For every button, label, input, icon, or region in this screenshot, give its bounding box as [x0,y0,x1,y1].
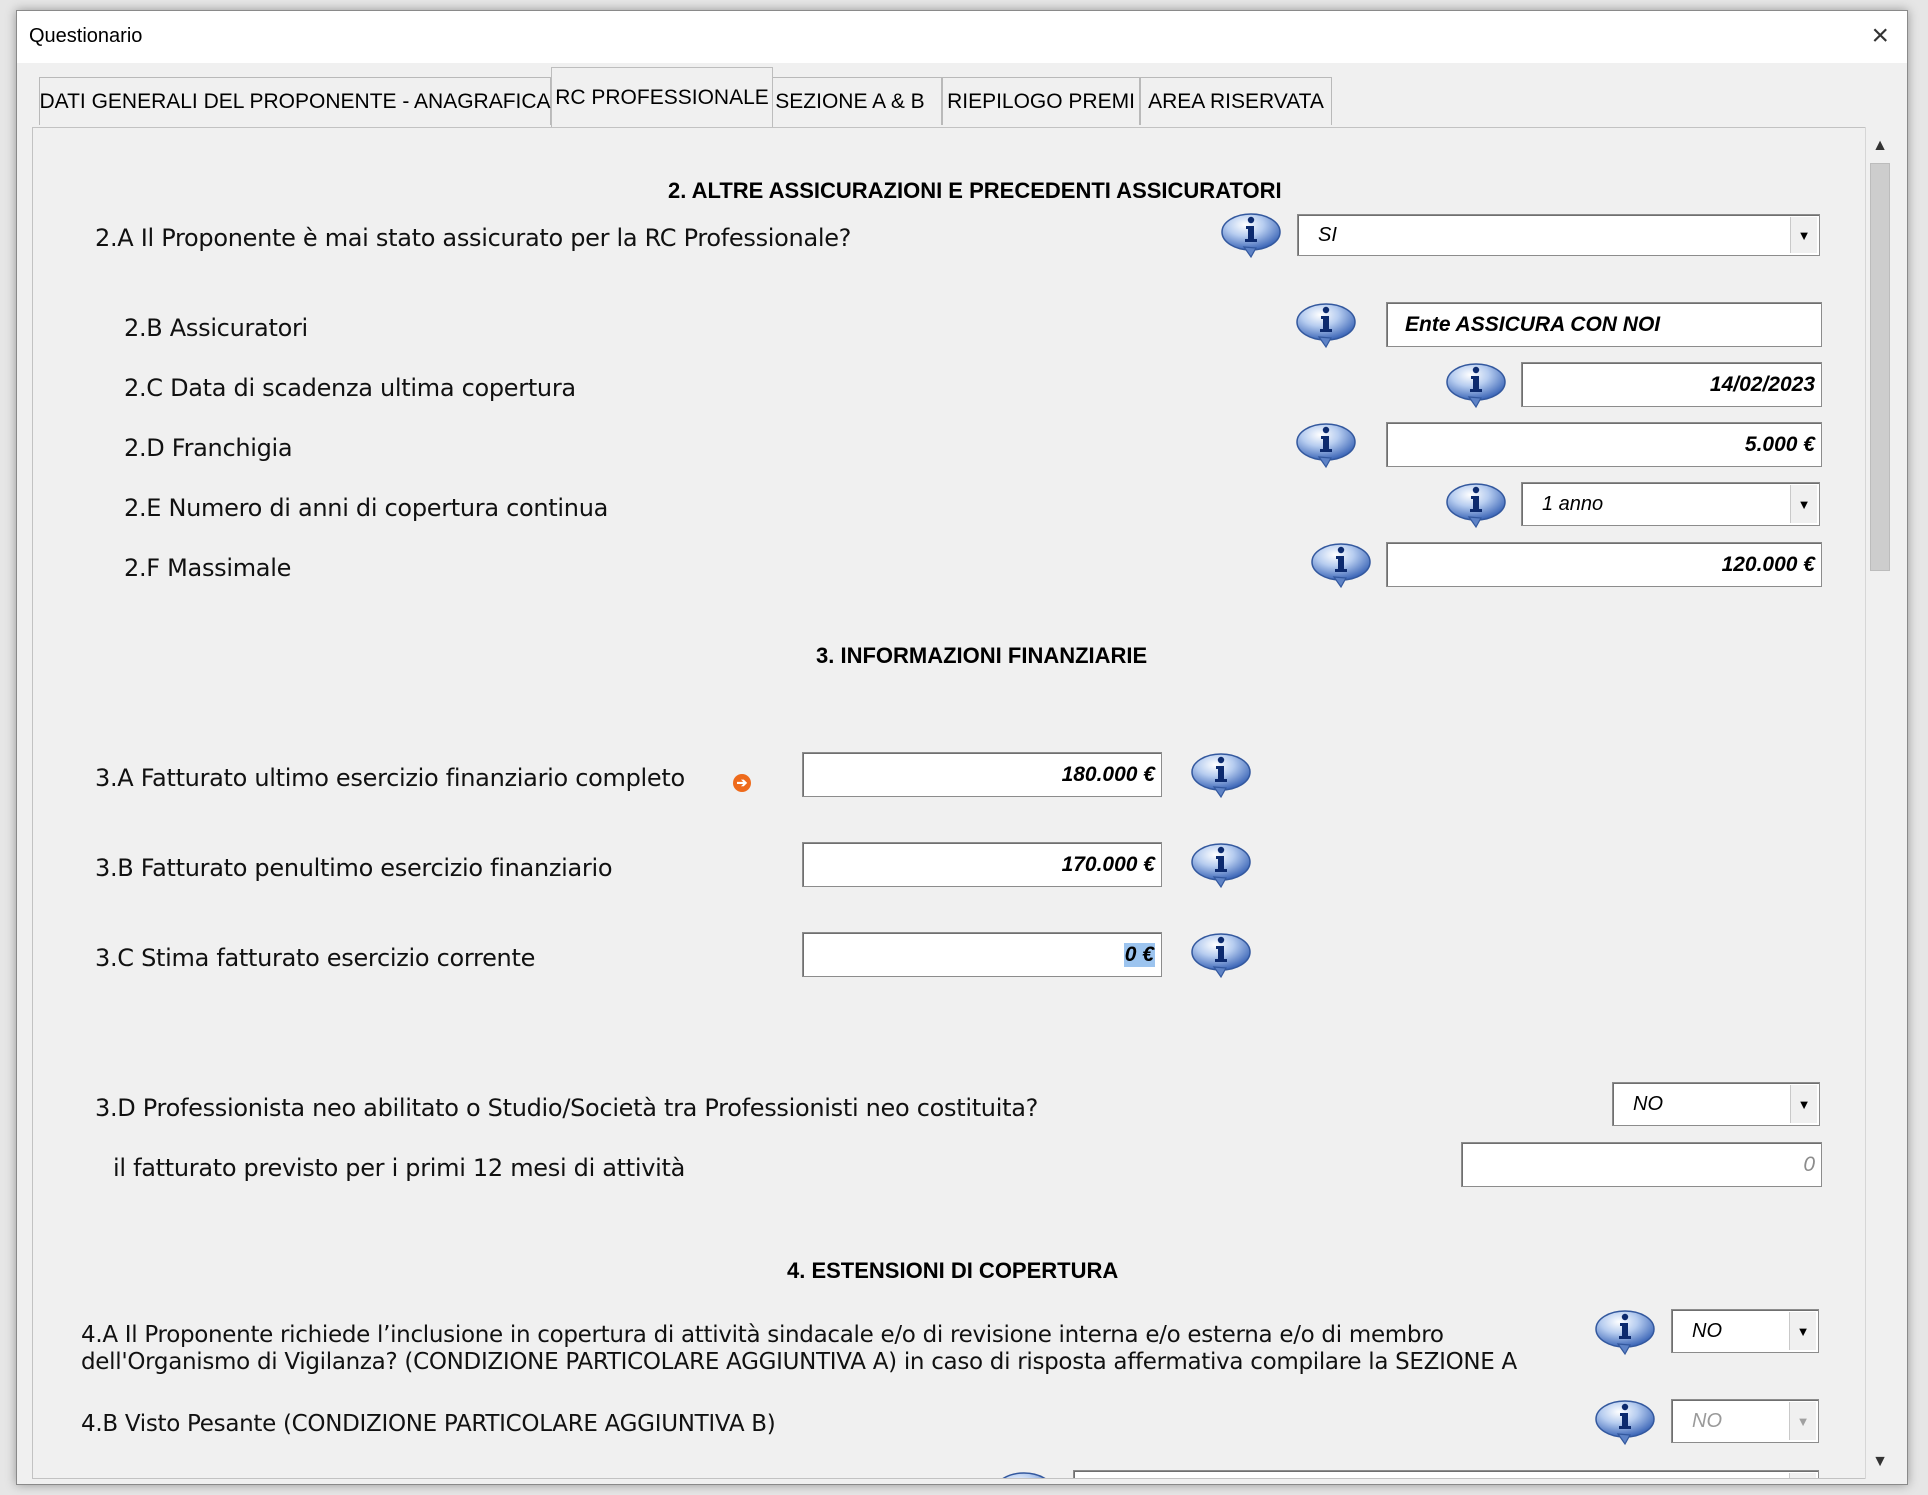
revenue-last-year-field[interactable]: 180.000 € [802,752,1162,797]
section-4-heading: 4. ESTENSIONI DI COPERTURA [787,1258,1119,1283]
info-icon[interactable] [993,1470,1055,1479]
scroll-down-icon[interactable]: ▼ [1872,1453,1888,1470]
info-icon[interactable] [1295,421,1357,469]
revenue-previous-year-field[interactable]: 170.000 € [802,842,1162,887]
tab-rc-professionale[interactable] [551,67,773,127]
visto-pesante-select[interactable] [1671,1399,1819,1443]
question-2e-label: 2.E Numero di anni di copertura continua [124,494,609,522]
dropdown-arrow-icon[interactable]: ▼ [1790,1085,1817,1123]
insured-before-select[interactable] [1297,214,1820,256]
revenue-estimate-field[interactable] [802,932,1162,977]
question-3c-label: 3.C Stima fatturato esercizio corrente [95,944,536,972]
selected-text: 0 € [1124,942,1154,966]
question-2f-label: 2.F Massimale [124,554,292,582]
question-3d-label: 3.D Professionista neo abilitato o Studio/Società tra Professionisti neo costituita? [95,1094,1039,1122]
window-title: Questionario [29,25,143,47]
section-2-heading: 2. ALTRE ASSICURAZIONI E PRECEDENTI ASSICURATORI [668,178,1282,203]
question-2b-label: 2.B Assicuratori [124,314,308,342]
select-value: NO [1633,1092,1663,1115]
dropdown-arrow-icon[interactable]: ▼ [1790,485,1817,523]
scroll-up-icon[interactable]: ▲ [1872,137,1888,154]
info-icon[interactable] [1190,751,1252,799]
question-3b-label: 3.B Fatturato penultimo esercizio finanziario [95,854,613,882]
pointer-arrow-icon: ➔ [733,774,751,792]
tab-strip [17,63,1907,129]
info-icon[interactable] [1445,361,1507,409]
select-value: NO [1692,1319,1722,1342]
close-icon[interactable]: × [1871,19,1889,52]
title-bar [17,11,1907,63]
info-icon[interactable] [1295,301,1357,349]
question-3a-label: 3.A Fatturato ultimo esercizio finanziario completo [95,764,685,792]
info-icon[interactable] [1190,931,1252,979]
tab-area-riservata[interactable] [1140,77,1332,125]
dropdown-arrow-icon[interactable]: ▼ [1789,1402,1816,1440]
insurers-field[interactable]: Ente ASSICURA CON NOI [1386,302,1822,347]
questionnaire-dialog [16,10,1908,1485]
tab-label: AREA RISERVATA [1148,89,1324,113]
info-icon[interactable] [1220,211,1282,259]
info-icon[interactable] [1310,541,1372,589]
tab-label: RC PROFESSIONALE [555,85,769,109]
info-icon[interactable] [1445,481,1507,529]
coverage-years-select[interactable] [1521,482,1820,526]
info-icon[interactable] [1594,1398,1656,1446]
tab-label: RIEPILOGO PREMI [947,89,1135,113]
tab-label: SEZIONE A & B [775,89,925,113]
dropdown-arrow-icon[interactable]: ▼ [1789,1312,1816,1350]
vertical-scrollbar[interactable] [1865,127,1893,1479]
question-4b-label: 4.B Visto Pesante (CONDIZIONE PARTICOLARE AGGIUNTIVA B) [81,1411,776,1437]
info-icon[interactable] [1190,841,1252,889]
deductible-field[interactable]: 5.000 € [1386,422,1822,467]
question-4a-label-line1: 4.A Il Proponente richiede l’inclusione in copertura di attività sindacale e/o di revisione interna e/o esterna e/o di membro [81,1322,1444,1348]
question-2d-label: 2.D Franchigia [124,434,293,462]
question-4a-label-line2: dell'Organismo di Vigilanza? (CONDIZIONE PARTICOLARE AGGIUNTIVA A) in caso di risposta affermativa compilare la SEZIONE A [81,1349,1517,1375]
new-professional-select[interactable] [1612,1082,1820,1126]
select-value: 1 anno [1542,492,1604,515]
question-2a-label: 2.A Il Proponente è mai stato assicurato per la RC Professionale? [95,224,852,252]
select-value: SI [1318,223,1337,246]
next-row-select[interactable] [1073,1470,1819,1479]
section-3-heading: 3. INFORMAZIONI FINANZIARIE [816,643,1148,668]
select-value: NO [1692,1409,1722,1432]
tab-dati-generali[interactable] [39,77,551,125]
tab-label: DATI GENERALI DEL PROPONENTE - ANAGRAFICA [39,89,551,113]
tab-riepilogo-premi[interactable] [942,77,1140,125]
info-icon[interactable] [1594,1308,1656,1356]
dropdown-arrow-icon[interactable]: ▼ [1790,217,1817,253]
expected-revenue-field[interactable]: 0 [1461,1142,1822,1187]
question-2c-label: 2.C Data di scadenza ultima copertura [124,374,576,402]
syndicate-activity-select[interactable] [1671,1309,1819,1353]
question-3d-sub-label: il fatturato previsto per i primi 12 mesi di attività [113,1154,686,1182]
coverage-limit-field[interactable]: 120.000 € [1386,542,1822,587]
tab-sezione-a-b[interactable] [758,77,942,125]
dropdown-arrow-icon[interactable] [1789,1473,1816,1479]
scrollbar-thumb[interactable] [1870,163,1890,571]
tab-panel-rc-professionale [32,127,1880,1479]
expiry-date-field[interactable]: 14/02/2023 [1521,362,1822,407]
